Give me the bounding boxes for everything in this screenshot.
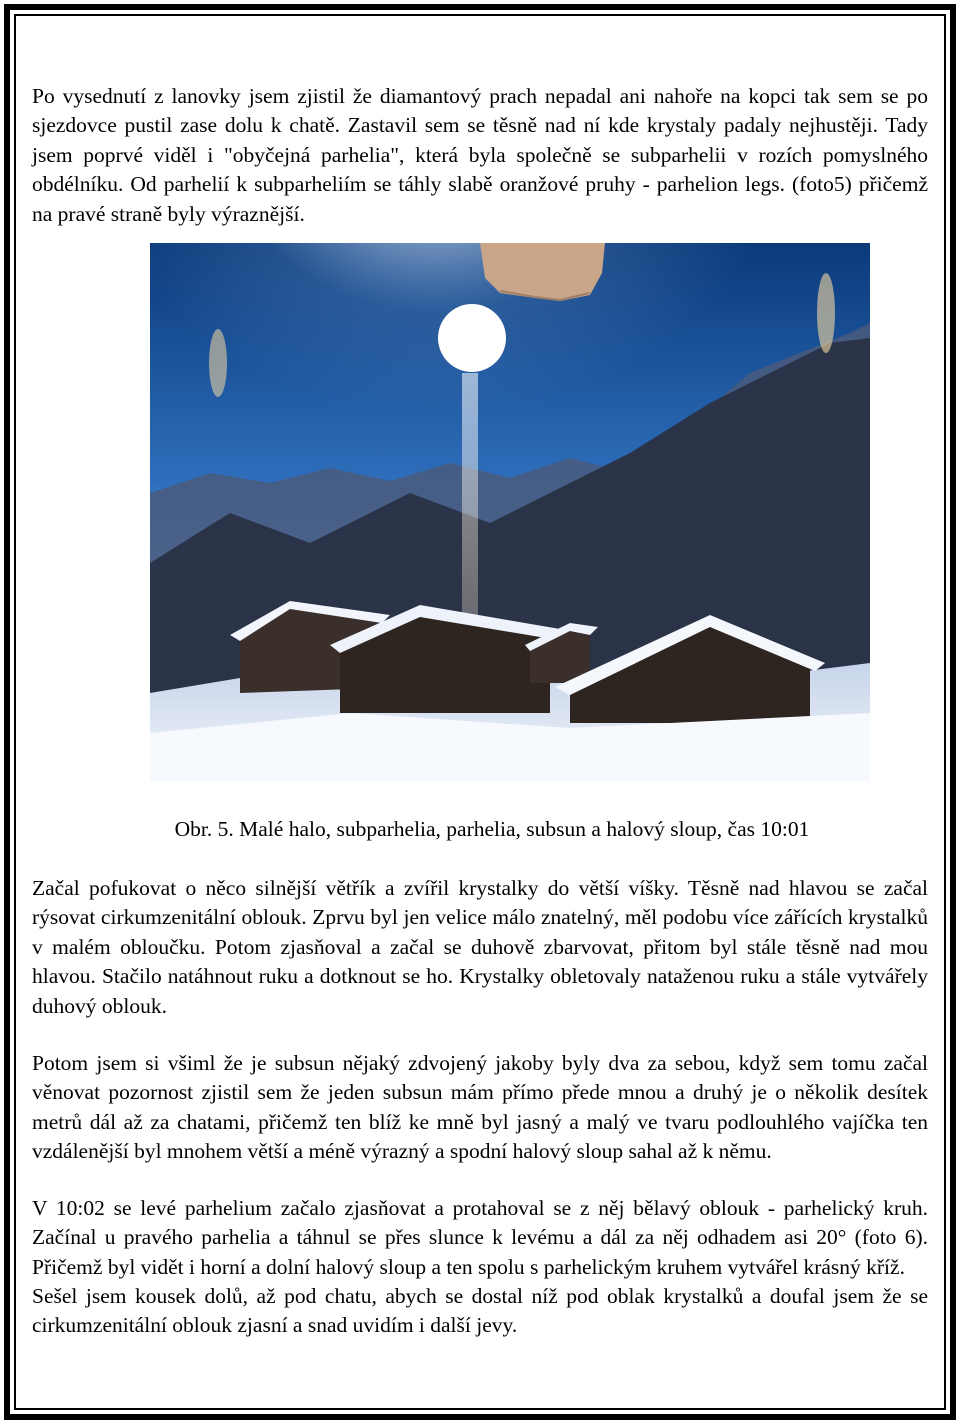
figure-caption: Obr. 5. Malé halo, subparhelia, parhelia, subsun a halový sloup, čas 10:01 bbox=[174, 817, 810, 842]
parhelion-left bbox=[209, 329, 227, 397]
paragraph-3: Potom jsem si všiml že je subsun nějaký zdvojený jakoby byly dva za sebou, když sem tomu začal věnovat pozornost zjistil sem že jeden subsun mám přímo přede mnou a druhý je o několik desítek metrů dál až za chatami, přičemž ten blíž ke mně byl jasný a malý ve tvaru podlouhlého vajíčka ten vzdálenější byl mnohem větší a méně výrazný a spodní halový sloup sahal až k němu. bbox=[32, 1051, 928, 1164]
paragraph-4: V 10:02 se levé parhelium začalo zjasňovat a protahoval se z něj bělavý oblouk - parhelický kruh. Začínal u pravého parhelia a táhnul se přes slunce k levému a dál za něj odhadem asi 20° (foto 6). Přičemž byl vidět i horní a dolní halový sloup a ten spolu s parhelickým kruhem vytvářel krásný kříž. bbox=[32, 1195, 928, 1279]
document-body bbox=[32, 82, 928, 1341]
paragraph-5: Sešel jsem kousek dolů, až pod chatu, abych se dostal níž pod oblak krystalků a doufal jsem že se cirkumzenitální oblouk zjasní a snad uvidím i další jevy. bbox=[32, 1283, 928, 1338]
paragraph-2: Začal pofukovat o něco silnější větřík a zvířil krystalky do větší víšky. Těsně nad hlavou se začal rýsovat cirkumzenitální oblouk. Zprvu byl jen velice málo znatelný, měl podobu více zářících krystalků v malém obloučku. Potom zjasňoval a začal se duhově zbarvovat, přitom byl stále těsně nad mou hlavou. Stačilo natáhnout ruku a dotknout se ho. Krystalky obletovaly nataženou ruku a stále vytvářely duhový oblouk. bbox=[32, 876, 928, 1018]
paragraph-1: Po vysednutí z lanovky jsem zjistil že diamantový prach nepadal ani nahoře na kopci tak sem se po sjezdovce pustil zase dolu k chatě. Zastavil sem se těsně nad ní kde krystaly padaly nejhustěji. Tady jsem poprvé viděl i "obyčejná parhelia", která byla společně se subparhelii v rozích pomyslného obdélníku. Od parhelií k subparheliím se táhly slabě oranžové pruhy - parhelion legs. (foto5) přičemž na pravé straně byly výraznější. bbox=[32, 84, 928, 226]
halo-photo bbox=[150, 243, 870, 781]
sun bbox=[438, 304, 506, 372]
parhelion-right bbox=[817, 273, 835, 353]
